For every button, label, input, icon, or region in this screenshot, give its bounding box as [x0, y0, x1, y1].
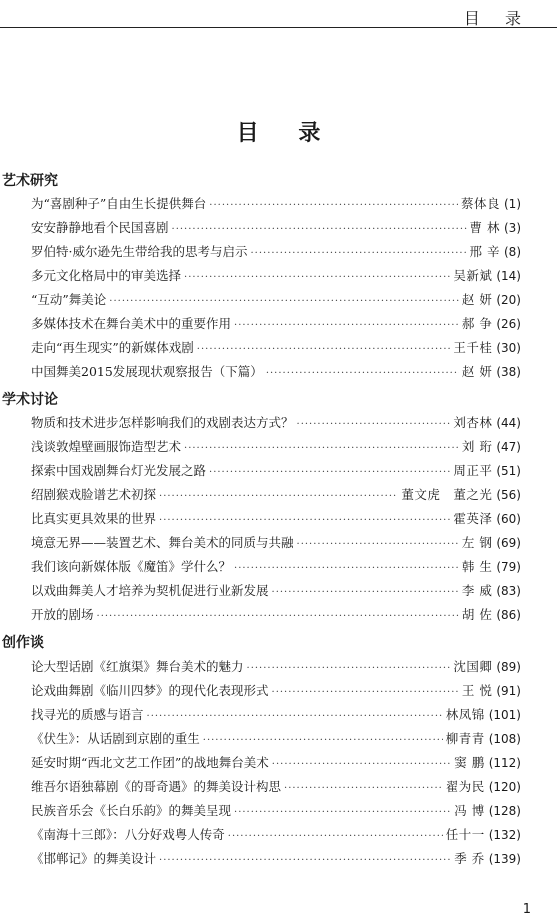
- dot-leader: [209, 463, 450, 483]
- toc-entry[interactable]: [31, 266, 521, 286]
- dot-leader: [250, 244, 466, 264]
- toc-entry[interactable]: [31, 777, 521, 797]
- entry-page: (108): [488, 732, 521, 746]
- section-heading: 学术讨论: [2, 392, 58, 408]
- header-rule: [0, 27, 557, 28]
- entry-page: (91): [496, 684, 521, 698]
- toc-entry[interactable]: [31, 657, 521, 677]
- entry-title: 走向“再生现实”的新媒体戏剧: [31, 340, 194, 355]
- page-title: 目 录: [236, 121, 337, 146]
- dot-leader: [297, 535, 459, 555]
- entry-title: 安安静静地看个民国喜剧: [31, 220, 169, 235]
- toc-entry[interactable]: [31, 849, 521, 869]
- dot-leader: [184, 439, 459, 459]
- dot-leader: [203, 731, 443, 751]
- dot-leader: [184, 268, 450, 288]
- dot-leader: [228, 827, 443, 847]
- toc-entry[interactable]: [31, 801, 521, 821]
- entry-title: 论大型话剧《红旗渠》舞台美术的魅力: [31, 659, 244, 674]
- entry-author: 王千桂: [453, 340, 493, 355]
- entry-title: 绍剧猴戏脸谱艺术初探: [31, 487, 157, 502]
- toc-entry[interactable]: [31, 485, 521, 505]
- entry-author: 翟为民: [445, 779, 485, 794]
- entry-author: 窦 鹏: [454, 755, 485, 770]
- toc-entry[interactable]: [31, 729, 521, 749]
- entry-page: (83): [496, 584, 521, 598]
- entry-author: 吴新斌: [453, 268, 493, 283]
- toc-entry[interactable]: [31, 314, 521, 334]
- entry-author: 冯 博: [454, 803, 485, 818]
- entry-page: (86): [496, 608, 521, 622]
- entry-author: 蔡体良: [460, 196, 500, 211]
- entry-author: 董文虎 董之光: [401, 487, 493, 502]
- toc-entry[interactable]: [31, 557, 521, 577]
- dot-leader: [234, 559, 459, 579]
- entry-author: 曹 林: [469, 220, 500, 235]
- entry-title: 物质和技术进步怎样影响我们的戏剧表达方式？: [31, 415, 294, 430]
- toc-entry[interactable]: [31, 218, 521, 238]
- dot-leader: [172, 220, 467, 240]
- toc-entry[interactable]: [31, 242, 521, 262]
- entry-page: (51): [496, 464, 521, 478]
- entry-title: 罗伯特·威尔逊先生带给我的思考与启示: [31, 244, 248, 259]
- entry-author: 左 钢: [461, 535, 493, 550]
- entry-title: 维吾尔语独幕剧《的哥奇遇》的舞美设计构思: [31, 779, 282, 794]
- entry-author: 季 乔: [454, 851, 485, 866]
- entry-title: 以戏曲舞美人才培养为契机促进行业新发展: [31, 583, 269, 598]
- section-heading: 艺术研究: [2, 173, 58, 189]
- entry-author: 沈国卿: [453, 659, 493, 674]
- entry-author: 李 威: [461, 583, 493, 598]
- entry-author: 霍英泽: [453, 511, 493, 526]
- toc-entry[interactable]: [31, 194, 521, 214]
- entry-page: (60): [496, 512, 521, 526]
- dot-leader: [147, 707, 443, 727]
- entry-title: 我们该向新媒体版《魔笛》学什么？: [31, 559, 232, 574]
- toc-entry[interactable]: [31, 413, 521, 433]
- entry-author: 刘杏林: [453, 415, 493, 430]
- dot-leader: [272, 755, 451, 775]
- toc-entry[interactable]: [31, 705, 521, 725]
- dot-leader: [209, 196, 458, 216]
- entry-title: 多媒体技术在舞台美术中的重要作用: [31, 316, 232, 331]
- dot-leader: [297, 415, 451, 435]
- dot-leader: [159, 487, 398, 507]
- dot-leader: [234, 803, 451, 823]
- entry-author: 邢 辛: [469, 244, 500, 259]
- dot-leader: [159, 511, 450, 531]
- entry-page: (1): [504, 197, 521, 211]
- entry-title: 开放的剧场: [31, 607, 94, 622]
- entry-page: (56): [496, 488, 521, 502]
- entry-page: (69): [496, 536, 521, 550]
- entry-author: 刘 珩: [461, 439, 493, 454]
- dot-leader: [97, 607, 459, 627]
- entry-title: 延安时期“西北文艺工作团”的战地舞台美术: [31, 755, 269, 770]
- entry-title: 多元文化格局中的审美选择: [31, 268, 182, 283]
- entry-page: (47): [496, 440, 521, 454]
- toc-entry[interactable]: [31, 605, 521, 625]
- entry-title: 浅谈敦煌壁画服饰造型艺术: [31, 439, 182, 454]
- entry-title: “互动”舞美论: [31, 292, 107, 307]
- entry-page: (38): [496, 365, 521, 379]
- entry-page: (14): [496, 269, 521, 283]
- entry-page: (112): [488, 756, 521, 770]
- toc-entry[interactable]: [31, 753, 521, 773]
- entry-page: (120): [488, 780, 521, 794]
- entry-title: 找寻光的质感与语言: [31, 707, 144, 722]
- entry-page: (89): [496, 660, 521, 674]
- entry-page: (79): [496, 560, 521, 574]
- entry-author: 柳青青: [445, 731, 485, 746]
- entry-title: 民族音乐会《长白乐韵》的舞美呈现: [31, 803, 232, 818]
- entry-title: 《伏生》：从话剧到京剧的重生: [31, 731, 200, 746]
- toc-entry[interactable]: [31, 338, 521, 358]
- toc-entry[interactable]: [31, 461, 521, 481]
- entry-author: 韩 生: [461, 559, 493, 574]
- entry-author: 郝 争: [461, 316, 493, 331]
- entry-author: 赵 妍: [461, 292, 493, 307]
- entry-author: 任十一: [445, 827, 485, 842]
- entry-page: (30): [496, 341, 521, 355]
- entry-page: (3): [504, 221, 521, 235]
- page-number: 1: [522, 902, 531, 917]
- entry-page: (26): [496, 317, 521, 331]
- entry-author: 王 悦: [461, 683, 493, 698]
- running-header: 目 录: [463, 9, 531, 28]
- toc-entry[interactable]: [31, 533, 521, 553]
- toc-entry[interactable]: [31, 290, 521, 310]
- toc-entry[interactable]: [31, 362, 521, 382]
- section-heading: 创作谈: [2, 635, 44, 651]
- toc-entry[interactable]: [31, 681, 521, 701]
- entry-title: 境意无界——装置艺术、舞台美术的同质与共融: [31, 535, 294, 550]
- entry-page: (132): [488, 828, 521, 842]
- entry-author: 周正平: [453, 463, 493, 478]
- entry-title: 《邯郸记》的舞美设计: [31, 851, 157, 866]
- entry-title: 比真实更具效果的世界: [31, 511, 157, 526]
- entry-title: 为“喜剧种子”自由生长提供舞台: [31, 196, 207, 211]
- entry-page: (101): [488, 708, 521, 722]
- entry-title: 探索中国戏剧舞台灯光发展之路: [31, 463, 207, 478]
- entry-page: (20): [496, 293, 521, 307]
- dot-leader: [197, 340, 451, 360]
- entry-page: (128): [488, 804, 521, 818]
- entry-page: (8): [504, 245, 521, 259]
- dot-leader: [234, 316, 459, 336]
- entry-page: (139): [488, 852, 521, 866]
- entry-author: 林凤锦: [445, 707, 485, 722]
- toc-entry[interactable]: [31, 437, 521, 457]
- toc-entry[interactable]: [31, 509, 521, 529]
- entry-author: 胡 佐: [461, 607, 493, 622]
- dot-leader: [272, 583, 459, 603]
- dot-leader: [284, 779, 443, 799]
- dot-leader: [247, 659, 451, 679]
- entry-title: 论戏曲舞剧《临川四梦》的现代化表现形式: [31, 683, 269, 698]
- entry-author: 赵 妍: [461, 364, 493, 379]
- dot-leader: [272, 683, 459, 703]
- toc-entry[interactable]: [31, 825, 521, 845]
- entry-page: (44): [496, 416, 521, 430]
- entry-title: 《南海十三郎》：八分好戏粤人传奇: [31, 827, 225, 842]
- entry-title: 中国舞美2015发展现状观察报告（下篇）: [31, 364, 263, 379]
- toc-entry[interactable]: [31, 581, 521, 601]
- dot-leader: [159, 851, 451, 871]
- dot-leader: [266, 364, 459, 384]
- dot-leader: [109, 292, 459, 312]
